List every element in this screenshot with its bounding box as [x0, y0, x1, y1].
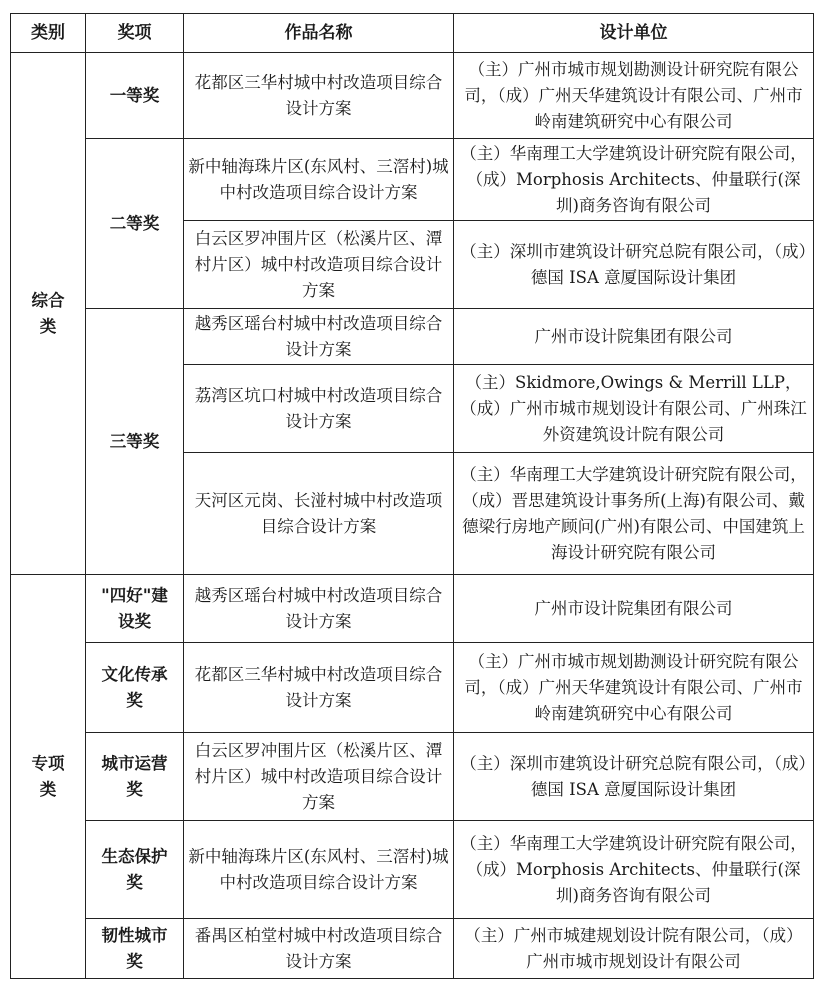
work-name-cell: 新中轴海珠片区(东风村、三滘村)城中村改造项目综合设计方案	[184, 139, 454, 221]
table-row	[11, 643, 814, 733]
header-row	[11, 14, 814, 53]
design-unit-cell: 广州市设计院集团有限公司	[454, 309, 814, 365]
design-unit-cell: （主）广州市城市规划勘测设计研究院有限公司，（成）广州天华建筑设计有限公司、广州市岭南建筑研究中心有限公司	[454, 643, 814, 733]
category-special: 专项类	[11, 575, 86, 979]
design-unit-cell: （主）深圳市建筑设计研究总院有限公司，（成）德国 ISA 意厦国际设计集团	[454, 733, 814, 821]
design-unit-cell: 广州市设计院集团有限公司	[454, 575, 814, 643]
work-name-cell: 花都区三华村城中村改造项目综合设计方案	[184, 53, 454, 139]
table-row	[11, 821, 814, 919]
table-row	[11, 139, 814, 221]
header-award: 奖项	[86, 14, 184, 53]
header-category: 类别	[11, 14, 86, 53]
header-work-name: 作品名称	[184, 14, 454, 53]
award-table	[10, 13, 814, 979]
work-name-cell: 天河区元岗、长湴村城中村改造项目综合设计方案	[184, 453, 454, 575]
design-unit-cell: （主）华南理工大学建筑设计研究院有限公司，（成）晋思建筑设计事务所(上海)有限公司、戴德梁行房地产顾问(广州)有限公司、中国建筑上海设计研究院有限公司	[454, 453, 814, 575]
work-name-cell: 新中轴海珠片区(东风村、三滘村)城中村改造项目综合设计方案	[184, 821, 454, 919]
award-third-prize: 三等奖	[86, 309, 184, 575]
design-unit-cell: （主）广州市城市规划勘测设计研究院有限公司，（成）广州天华建筑设计有限公司、广州市岭南建筑研究中心有限公司	[454, 53, 814, 139]
award-second-prize: 二等奖	[86, 139, 184, 309]
work-name-cell: 越秀区瑶台村城中村改造项目综合设计方案	[184, 575, 454, 643]
award-four-good: "四好"建设奖	[86, 575, 184, 643]
table-row	[11, 53, 814, 139]
work-name-cell: 白云区罗冲围片区（松溪片区、潭村片区）城中村改造项目综合设计方案	[184, 733, 454, 821]
work-name-cell: 花都区三华村城中村改造项目综合设计方案	[184, 643, 454, 733]
work-name-cell: 番禺区柏堂村城中村改造项目综合设计方案	[184, 919, 454, 979]
design-unit-cell: （主）Skidmore,Owings & Merrill LLP，（成）广州市城市规划设计有限公司、广州珠江外资建筑设计院有限公司	[454, 365, 814, 453]
award-ecological-protection: 生态保护奖	[86, 821, 184, 919]
design-unit-cell: （主）深圳市建筑设计研究总院有限公司，（成）德国 ISA 意厦国际设计集团	[454, 221, 814, 309]
award-first-prize: 一等奖	[86, 53, 184, 139]
work-name-cell: 越秀区瑶台村城中村改造项目综合设计方案	[184, 309, 454, 365]
table-row	[11, 919, 814, 979]
work-name-cell: 荔湾区坑口村城中村改造项目综合设计方案	[184, 365, 454, 453]
work-name-cell: 白云区罗冲围片区（松溪片区、潭村片区）城中村改造项目综合设计方案	[184, 221, 454, 309]
award-cultural-heritage: 文化传承奖	[86, 643, 184, 733]
table-row	[11, 575, 814, 643]
category-comprehensive: 综合类	[11, 53, 86, 575]
design-unit-cell: （主）华南理工大学建筑设计研究院有限公司，（成）Morphosis Architects、仲量联行(深圳)商务咨询有限公司	[454, 821, 814, 919]
award-city-operation: 城市运营奖	[86, 733, 184, 821]
table-row	[11, 733, 814, 821]
table-row	[11, 309, 814, 365]
award-resilient-city: 韧性城市奖	[86, 919, 184, 979]
design-unit-cell: （主）华南理工大学建筑设计研究院有限公司，（成）Morphosis Architects、仲量联行(深圳)商务咨询有限公司	[454, 139, 814, 221]
design-unit-cell: （主）广州市城建规划设计院有限公司，（成）广州市城市规划设计有限公司	[454, 919, 814, 979]
header-design-unit: 设计单位	[454, 14, 814, 53]
